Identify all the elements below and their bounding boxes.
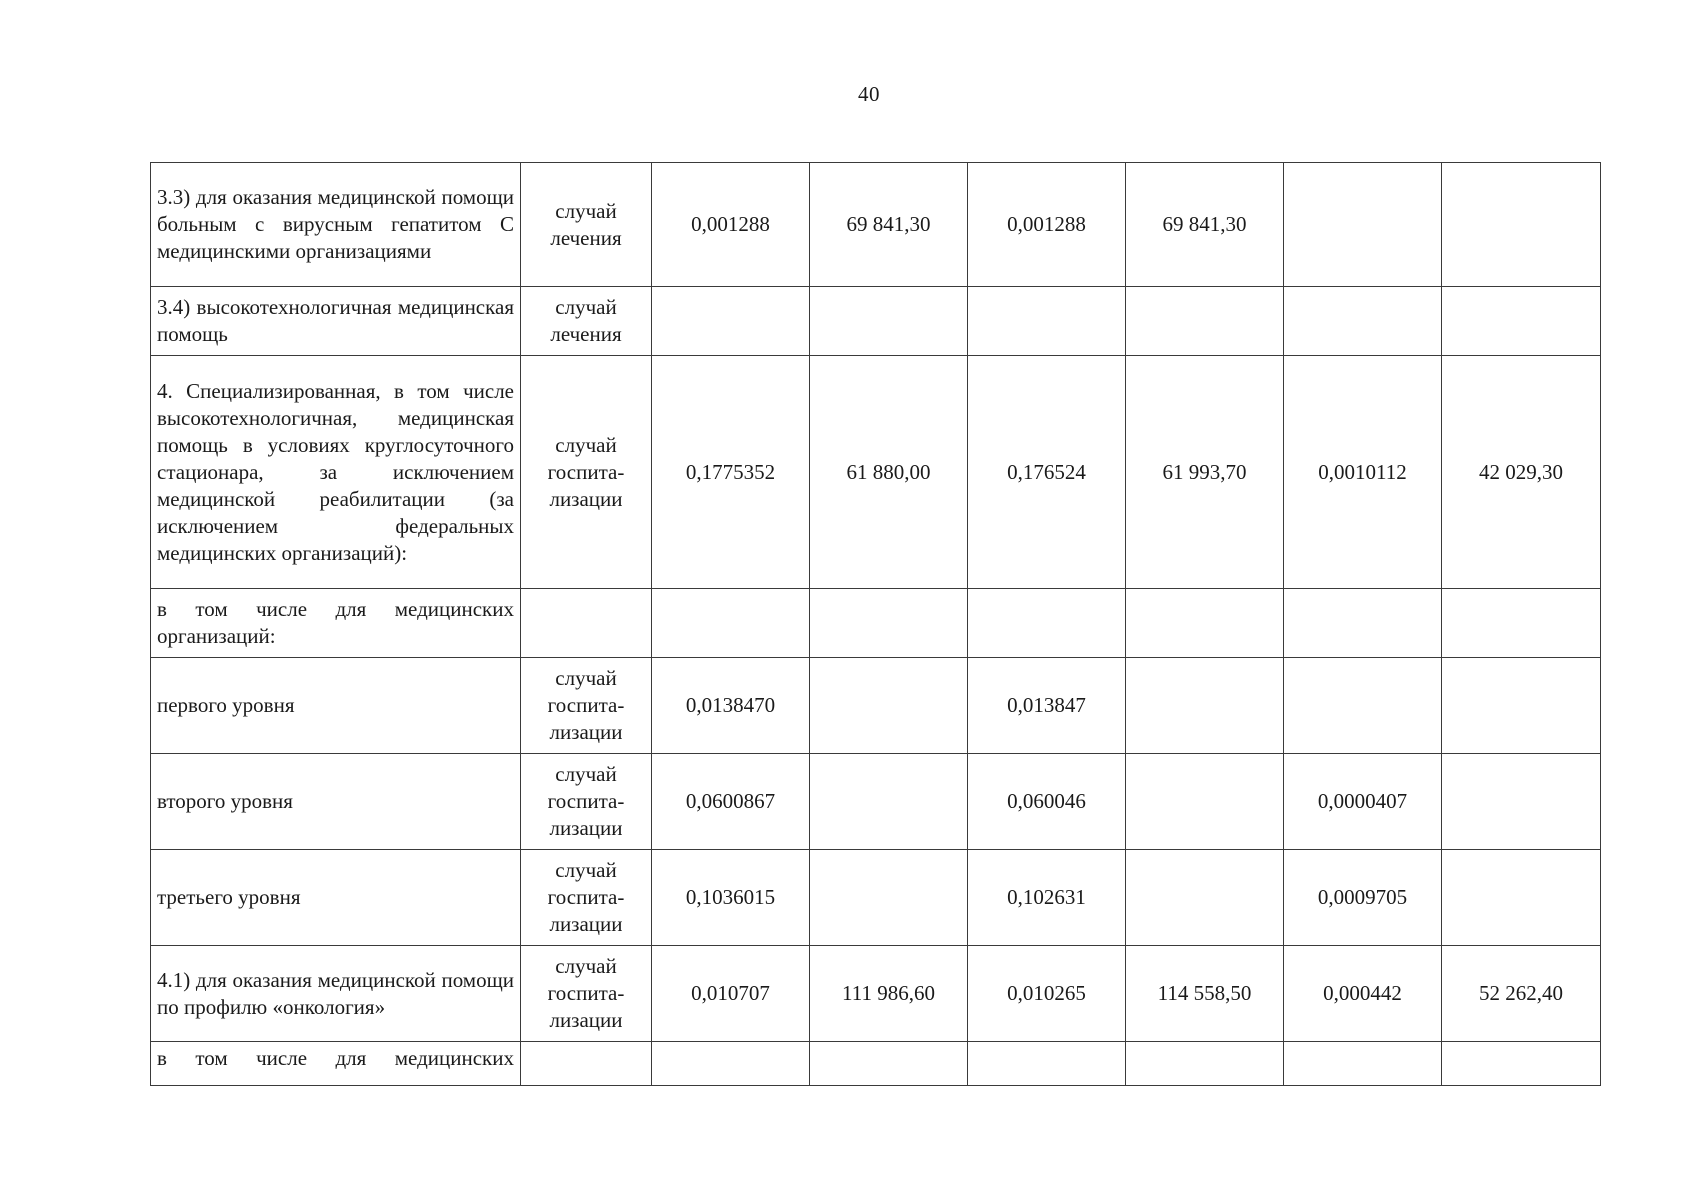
unit-line: случай — [555, 666, 617, 690]
row-label: 4. Специализированная, в том числе высокотехнологичная, медицинская помощь в условиях круглосуточного стационара, за исключением медицинской реабилитации (за исключением федеральных медицинских организаций): — [151, 356, 521, 589]
row-label: 3.3) для оказания медицинской помощи больным с вирусным гепатитом С медицинскими организациями — [151, 163, 521, 287]
value-cell — [810, 754, 968, 850]
value-cell — [1126, 589, 1284, 658]
value-cell — [1284, 658, 1442, 754]
unit-cell — [521, 850, 652, 946]
unit-line: случай — [555, 858, 617, 882]
value-cell: 0,1036015 — [652, 850, 810, 946]
table-row — [151, 287, 1601, 356]
value-cell — [1442, 1042, 1601, 1086]
table-row — [151, 850, 1601, 946]
value-cell: 0,010707 — [652, 946, 810, 1042]
value-cell — [968, 1042, 1126, 1086]
row-label: первого уровня — [151, 658, 521, 754]
table-row — [151, 163, 1601, 287]
row-label: 4.1) для оказания медицинской помощи по профилю «онкология» — [151, 946, 521, 1042]
row-label: в том числе для медицинских — [151, 1042, 521, 1086]
unit-line: госпита- — [547, 459, 625, 484]
norms-table — [150, 162, 1601, 1086]
value-cell: 61 880,00 — [810, 356, 968, 589]
unit-line: госпита- — [547, 885, 625, 909]
value-cell — [968, 589, 1126, 658]
value-cell: 0,102631 — [968, 850, 1126, 946]
unit-cell — [521, 946, 652, 1042]
value-cell — [1284, 287, 1442, 356]
value-cell: 0,001288 — [652, 163, 810, 287]
value-cell — [1284, 163, 1442, 287]
value-cell — [1442, 850, 1601, 946]
value-cell — [1442, 658, 1601, 754]
unit-cell — [521, 163, 652, 287]
unit-line: госпита- — [547, 981, 625, 1005]
unit-cell — [521, 589, 652, 658]
unit-line: лизации — [549, 1008, 623, 1032]
unit-cell — [521, 754, 652, 850]
value-cell — [1442, 754, 1601, 850]
value-cell — [1126, 850, 1284, 946]
value-cell: 0,0138470 — [652, 658, 810, 754]
value-cell — [810, 287, 968, 356]
unit-cell — [521, 287, 652, 356]
value-cell — [968, 287, 1126, 356]
row-label: 3.4) высокотехнологичная медицинская помощь — [151, 287, 521, 356]
unit-line: случай — [555, 295, 617, 319]
value-cell: 0,176524 — [968, 356, 1126, 589]
value-cell: 111 986,60 — [810, 946, 968, 1042]
value-cell — [1284, 589, 1442, 658]
unit-line: случай — [555, 954, 617, 978]
unit-cell — [521, 356, 652, 589]
value-cell: 0,0600867 — [652, 754, 810, 850]
value-cell: 0,010265 — [968, 946, 1126, 1042]
unit-line: лизации — [549, 816, 623, 840]
value-cell — [1126, 754, 1284, 850]
value-cell — [810, 850, 968, 946]
value-cell — [1442, 163, 1601, 287]
unit-line: госпита- — [547, 789, 625, 813]
table-row — [151, 1042, 1601, 1086]
table-row — [151, 356, 1601, 589]
value-cell: 52 262,40 — [1442, 946, 1601, 1042]
value-cell: 0,001288 — [968, 163, 1126, 287]
value-cell — [1126, 287, 1284, 356]
unit-line: случай — [555, 762, 617, 786]
value-cell — [1126, 1042, 1284, 1086]
row-label: третьего уровня — [151, 850, 521, 946]
table-row — [151, 589, 1601, 658]
value-cell — [652, 1042, 810, 1086]
row-label: в том числе для медицинских организаций: — [151, 589, 521, 658]
value-cell: 0,000442 — [1284, 946, 1442, 1042]
value-cell: 61 993,70 — [1126, 356, 1284, 589]
unit-line: лечения — [550, 322, 622, 346]
value-cell: 0,0000407 — [1284, 754, 1442, 850]
unit-cell — [521, 1042, 652, 1086]
unit-line: госпита- — [547, 693, 625, 717]
value-cell — [652, 589, 810, 658]
value-cell — [810, 1042, 968, 1086]
value-cell — [652, 287, 810, 356]
unit-line: лизации — [549, 912, 623, 936]
value-cell: 69 841,30 — [810, 163, 968, 287]
value-cell: 0,1775352 — [652, 356, 810, 589]
value-cell — [1442, 287, 1601, 356]
row-label: второго уровня — [151, 754, 521, 850]
unit-line: случай — [555, 198, 617, 223]
value-cell: 42 029,30 — [1442, 356, 1601, 589]
value-cell: 0,0010112 — [1284, 356, 1442, 589]
table-row — [151, 754, 1601, 850]
unit-line: лизации — [549, 720, 623, 744]
unit-line: лечения — [550, 225, 622, 250]
value-cell — [1126, 658, 1284, 754]
value-cell — [1284, 1042, 1442, 1086]
unit-line: лизации — [549, 486, 623, 511]
value-cell: 69 841,30 — [1126, 163, 1284, 287]
unit-line: случай — [555, 432, 617, 457]
unit-cell — [521, 658, 652, 754]
value-cell — [810, 589, 968, 658]
table-row — [151, 658, 1601, 754]
value-cell: 114 558,50 — [1126, 946, 1284, 1042]
page-number: 40 — [858, 82, 880, 106]
table-row — [151, 946, 1601, 1042]
value-cell: 0,013847 — [968, 658, 1126, 754]
value-cell — [810, 658, 968, 754]
value-cell: 0,0009705 — [1284, 850, 1442, 946]
value-cell: 0,060046 — [968, 754, 1126, 850]
value-cell — [1442, 589, 1601, 658]
